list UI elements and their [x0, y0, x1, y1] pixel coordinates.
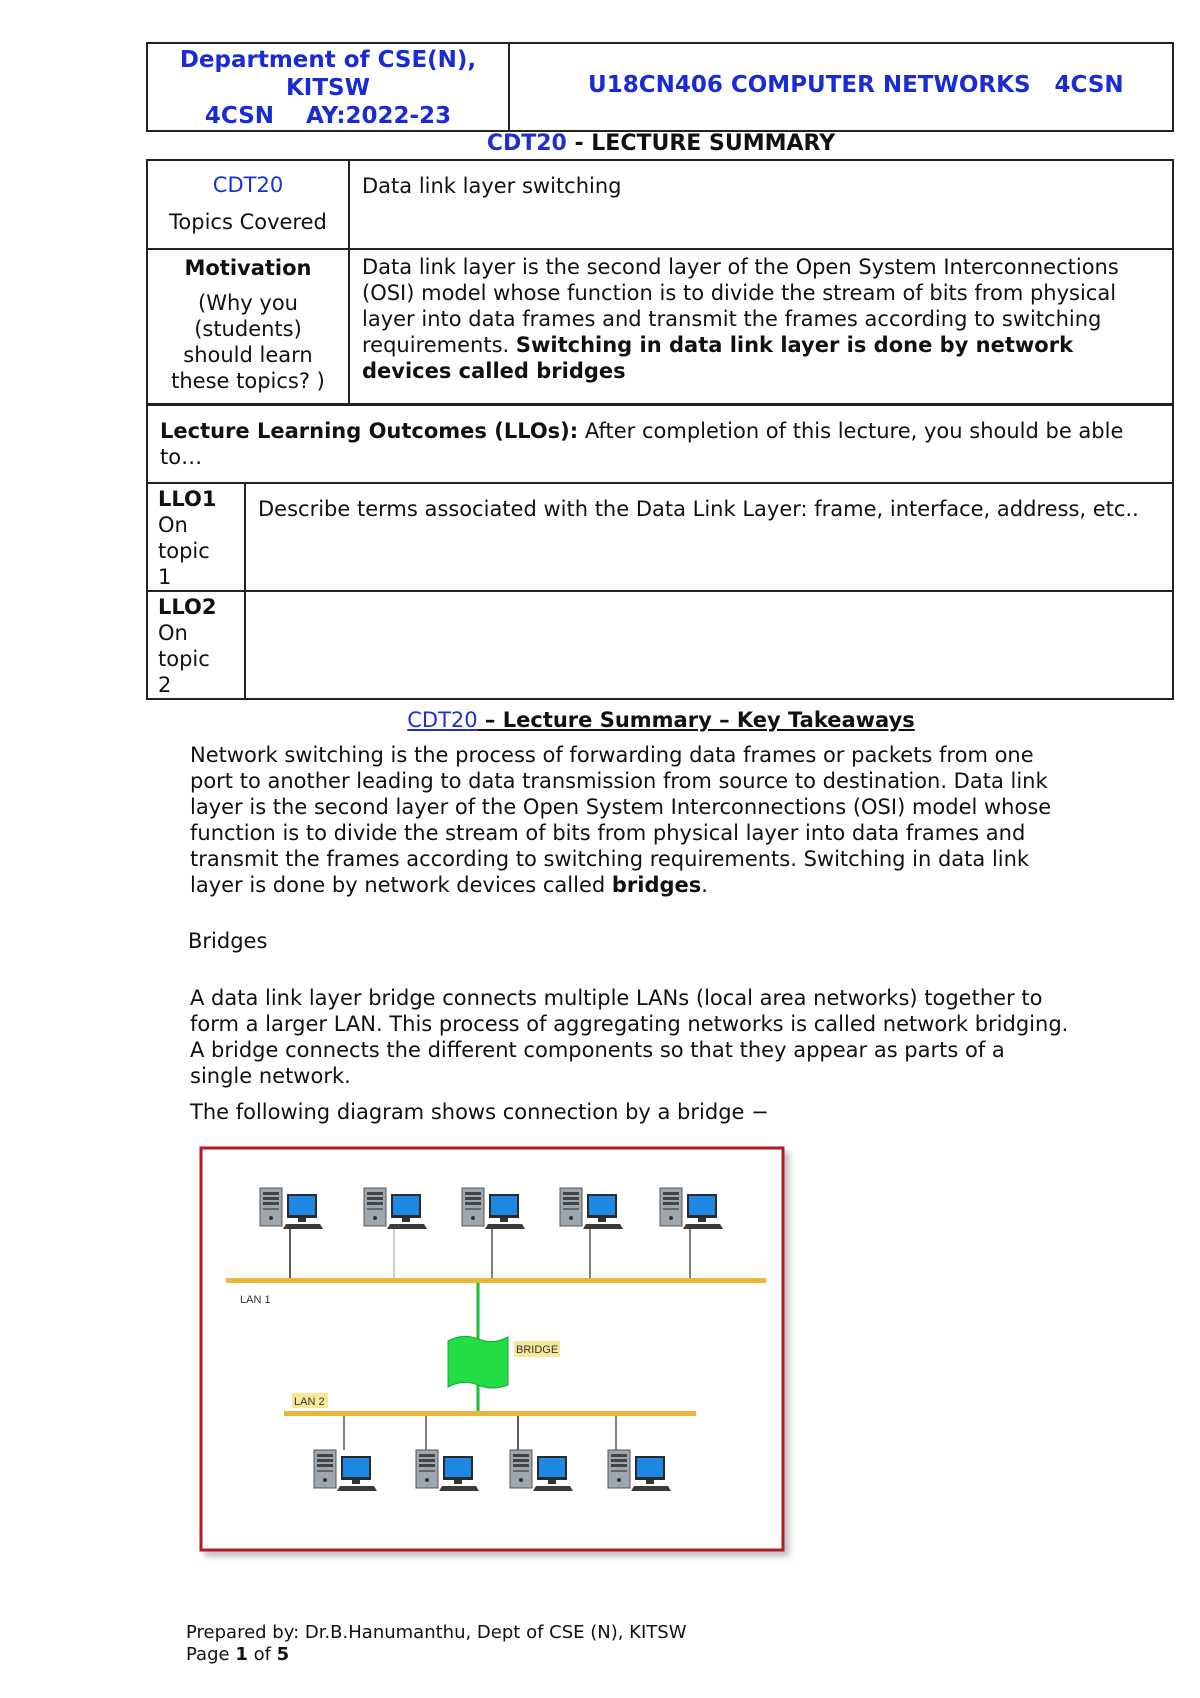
- bridge-icon: [448, 1336, 508, 1388]
- para-switching-text: Network switching is the process of forwarding data frames or packets from one port to another leading to data transmission from source to destination. Data link layer is the second layer of the Open System Interconnections (OSI) model whose function is to divide the stream of bits from physical layer into data frames and transmit the frames according to switching requirements. Switching in data link layer is done by network devices called: [190, 743, 1052, 897]
- bridge-diagram: [198, 1145, 798, 1565]
- paragraph-bridge: A data link layer bridge connects multiple LANs (local area networks) together to form a larger LAN. This process of aggregating networks is called network bridging. A bridge connects the different components so that they appear as parts of a single network.: [190, 986, 1069, 1088]
- llo-topic: On topic 2: [158, 621, 210, 697]
- motivation-question: (Why you (students) should learn these topics? ): [171, 291, 325, 393]
- page-total: 5: [276, 1644, 290, 1665]
- llo-heading: Lecture Learning Outcomes (LLOs):: [160, 419, 579, 443]
- academic-year: 4CSN AY:2022-23: [204, 103, 452, 129]
- page-of: of: [247, 1644, 277, 1665]
- llo-id-cell: [147, 591, 245, 699]
- page-number: [186, 1644, 687, 1666]
- dept-name: Department of CSE(N),: [179, 47, 477, 73]
- llo-id-cell: [147, 483, 245, 591]
- topics-covered-value: Data link layer switching: [362, 174, 622, 198]
- bridges-heading: Bridges: [188, 929, 268, 953]
- motivation-text-bold: Switching in data link layer is done by network devices called bridges: [362, 333, 1074, 383]
- bridge-label: BRIDGE: [516, 1344, 559, 1356]
- llo-text-cell: [245, 483, 1173, 591]
- llo-row: [147, 591, 1173, 699]
- llo-text-cell: [245, 591, 1173, 699]
- llo-table: [146, 404, 1174, 700]
- lan1-bus: [226, 1278, 766, 1283]
- topics-label-cell: [147, 160, 349, 249]
- paragraph-diagram-intro: The following diagram shows connection by a bridge −: [190, 1100, 769, 1124]
- llo-text: Describe terms associated with the Data Link Layer: frame, interface, address, etc..: [258, 497, 1139, 521]
- topics-covered-label: Topics Covered: [169, 210, 327, 234]
- course-title: U18CN406 COMPUTER NETWORKS 4CSN: [588, 72, 1124, 98]
- llo-id: LLO1: [158, 487, 217, 511]
- motivation-text-cell: [349, 249, 1173, 404]
- motivation-text: Data link layer is the second layer of the Open System Interconnections (OSI) model whose function is to divide the stream of bits from physical layer into data frames and transmit the frames according to switching requirements.: [362, 255, 1119, 357]
- lan1-label: LAN 1: [240, 1294, 271, 1306]
- lan2-bus: [284, 1411, 696, 1416]
- motivation-heading: Motivation: [184, 256, 312, 280]
- motivation-label-cell: [147, 249, 349, 404]
- page-prefix: Page: [186, 1644, 236, 1665]
- summary-code: CDT20: [486, 131, 567, 156]
- lan2-label: LAN 2: [294, 1396, 325, 1408]
- llo-id: LLO2: [158, 595, 217, 619]
- llo-heading-cell: [147, 405, 1173, 483]
- takeaways-title-text: – Lecture Summary – Key Takeaways: [477, 708, 915, 732]
- course-cell: [509, 43, 1173, 131]
- topic-code: CDT20: [212, 173, 284, 197]
- para-switching-bold: bridges: [611, 873, 702, 897]
- footer: [186, 1622, 687, 1666]
- department-cell: [147, 43, 509, 131]
- header-table: [146, 42, 1174, 132]
- page-current: 1: [235, 1644, 248, 1665]
- topics-value-cell: [349, 160, 1173, 249]
- para-switching-end: .: [701, 873, 708, 897]
- key-takeaways-title: [146, 706, 1176, 734]
- llo-intro: After completion of this lecture, you should be able to…: [160, 419, 1124, 469]
- llo-row: [147, 483, 1173, 591]
- institute-name: KITSW: [285, 75, 370, 101]
- prepared-by: Prepared by: Dr.B.Hanumanthu, Dept of CSE (N), KITSW: [186, 1622, 687, 1643]
- summary-title-text: - LECTURE SUMMARY: [566, 131, 836, 156]
- paragraph-switching: [190, 742, 1070, 898]
- takeaways-code: CDT20: [407, 708, 478, 732]
- topics-table: [146, 159, 1174, 405]
- lecture-summary-title: [146, 130, 1176, 158]
- llo-topic: On topic 1: [158, 513, 210, 589]
